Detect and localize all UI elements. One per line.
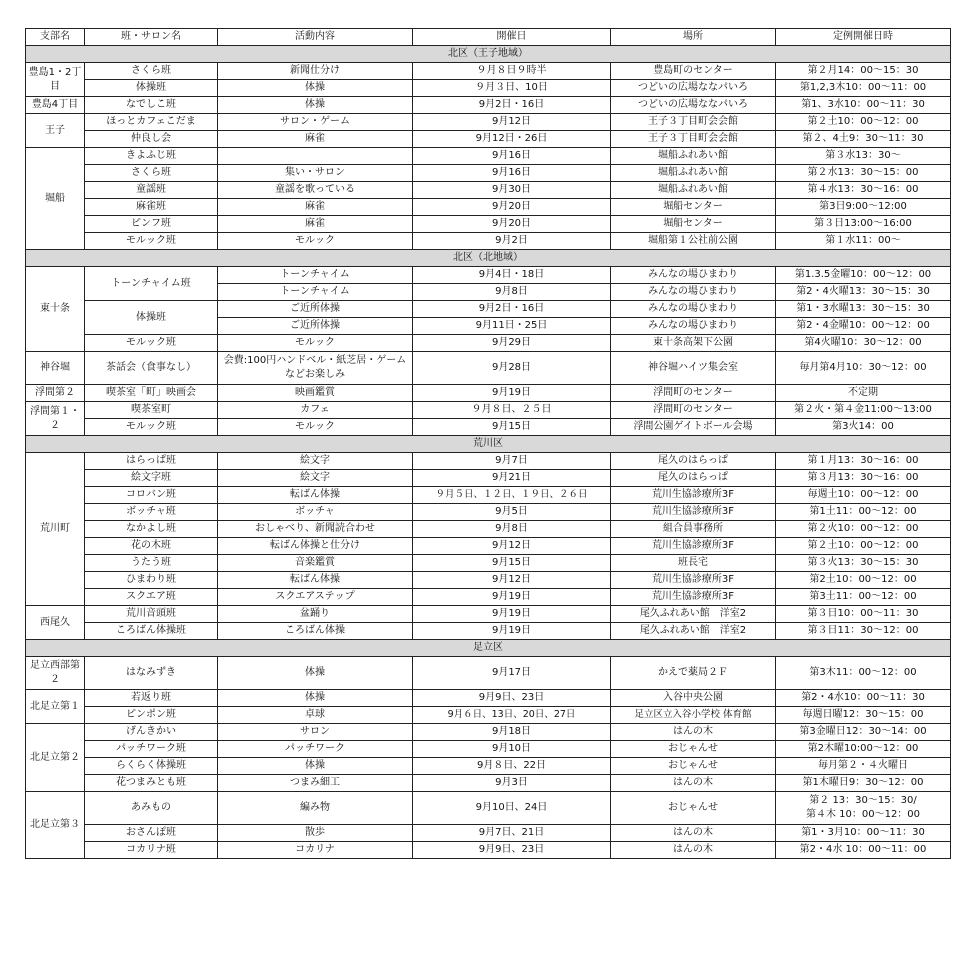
place: おじゃんせ: [611, 792, 776, 825]
branch-cell: 堀船: [26, 148, 85, 250]
place: みんなの場ひまわり: [611, 284, 776, 301]
group-name: さくら班: [85, 63, 218, 80]
group-name: なでしこ班: [85, 97, 218, 114]
branch-cell: 荒川町: [26, 453, 85, 606]
section-row: [26, 436, 951, 453]
activity: 集い・サロン: [218, 165, 413, 182]
date: 9月18日: [413, 724, 611, 741]
regular-time: 毎月第２・４火曜日: [776, 758, 951, 775]
regular-time: 第1、3水10：00～11：30: [776, 97, 951, 114]
date: 9月６日、13日、20日、27日: [413, 707, 611, 724]
regular-time: 第３日13:00～16:00: [776, 216, 951, 233]
table-row: [26, 63, 951, 80]
activity: 転ばん体操と仕分け: [218, 538, 413, 555]
branch-cell: 王子: [26, 114, 85, 148]
date: 9月2日: [413, 233, 611, 250]
date: 9月9日、23日: [413, 842, 611, 859]
date: 9月19日: [413, 623, 611, 640]
place: おじゃんせ: [611, 758, 776, 775]
place: 浮間町のセンター: [611, 402, 776, 419]
regular-time: 第1土11：00～12：00: [776, 504, 951, 521]
table-row: [26, 352, 951, 385]
regular-time: 第３月13：30～16：00: [776, 470, 951, 487]
table-row: [26, 453, 951, 470]
regular-time: 第２土10：00～12：00: [776, 538, 951, 555]
activity: おしゃべり、新聞読合わせ: [218, 521, 413, 538]
place: おじゃんせ: [611, 741, 776, 758]
table-row: [26, 521, 951, 538]
date: 9月16日: [413, 148, 611, 165]
branch-cell: 豊島4丁目: [26, 97, 85, 114]
place: 堀船ふれあい館: [611, 165, 776, 182]
group-name: 喫茶室町: [85, 402, 218, 419]
section-row: [26, 640, 951, 657]
date: 9月10日: [413, 741, 611, 758]
place: 王子３丁目町会会館: [611, 114, 776, 131]
regular-time: 第2・4金曜10：00～12：00: [776, 318, 951, 335]
date: 9月7日: [413, 453, 611, 470]
activity: 絵文字: [218, 470, 413, 487]
place: 足立区立入谷小学校 体育館: [611, 707, 776, 724]
activity: トーンチャイム: [218, 267, 413, 284]
table-row: [26, 267, 951, 284]
group-name: 体操班: [85, 80, 218, 97]
place: 東十条高架下公園: [611, 335, 776, 352]
activity: サロン: [218, 724, 413, 741]
group-name: モルック班: [85, 335, 218, 352]
header-date: 開催日: [413, 29, 611, 46]
date: 9月28日: [413, 352, 611, 385]
place: 荒川生協診療所3F: [611, 572, 776, 589]
place: みんなの場ひまわり: [611, 301, 776, 318]
date: 9月19日: [413, 385, 611, 402]
date: 9月9日、23日: [413, 690, 611, 707]
table-row: [26, 165, 951, 182]
regular-time: 毎週土10：00～12：00: [776, 487, 951, 504]
date: 9月16日: [413, 165, 611, 182]
group-name: モルック班: [85, 233, 218, 250]
place: 荒川生協診療所3F: [611, 504, 776, 521]
table-row: [26, 114, 951, 131]
table-row: [26, 538, 951, 555]
group-name: ピンフ班: [85, 216, 218, 233]
date: 9月21日: [413, 470, 611, 487]
group-name: はなみずき: [85, 657, 218, 690]
regular-time: 第１水11：00～: [776, 233, 951, 250]
table-row: [26, 301, 951, 318]
place: 班長宅: [611, 555, 776, 572]
activity: 麻雀: [218, 216, 413, 233]
place: 堀船ふれあい館: [611, 148, 776, 165]
branch-cell: 豊島1・2丁目: [26, 63, 85, 97]
group-name: きよふじ班: [85, 148, 218, 165]
activity: 麻雀: [218, 131, 413, 148]
regular-time: 毎月第4月10：30～12：00: [776, 352, 951, 385]
section-row: [26, 46, 951, 63]
activity: 体操: [218, 97, 413, 114]
regular-time: 第２月14：00～15：30: [776, 63, 951, 80]
branch-cell: 西尾久: [26, 606, 85, 640]
date: 9月15日: [413, 419, 611, 436]
place: 入谷中央公園: [611, 690, 776, 707]
group-name: なかよし班: [85, 521, 218, 538]
table-row: [26, 402, 951, 419]
branch-cell: 神谷堀: [26, 352, 85, 385]
date: 9月19日: [413, 589, 611, 606]
place: はんの木: [611, 775, 776, 792]
activity: 編み物: [218, 792, 413, 825]
table-row: [26, 606, 951, 623]
table-row: [26, 419, 951, 436]
table-row: [26, 842, 951, 859]
regular-time: [776, 792, 951, 825]
regular-time: 第３日10：00～11：30: [776, 606, 951, 623]
group-name: パッチワーク班: [85, 741, 218, 758]
group-name: らくらく体操班: [85, 758, 218, 775]
group-name: 花の木班: [85, 538, 218, 555]
place: かえで薬局２Ｆ: [611, 657, 776, 690]
activity: カフェ: [218, 402, 413, 419]
group-name: コカリナ班: [85, 842, 218, 859]
place: 堀船第１公社前公園: [611, 233, 776, 250]
regular-time: 第2・4火曜13：30～15：30: [776, 284, 951, 301]
activity: モルック: [218, 419, 413, 436]
header-row: [26, 29, 951, 46]
regular-time-line-1: 第２ 13：30～15：30/: [809, 795, 917, 806]
table-row: [26, 470, 951, 487]
date: 9月15日: [413, 555, 611, 572]
regular-time: 第3土11：00～12：00: [776, 589, 951, 606]
date: 9月12日: [413, 538, 611, 555]
group-name: 麻雀班: [85, 199, 218, 216]
place: はんの木: [611, 842, 776, 859]
date: 9月20日: [413, 216, 611, 233]
regular-time: 第1,2,3木10：00～11：00: [776, 80, 951, 97]
date: 9月12日: [413, 114, 611, 131]
branch-cell: 浮間第２: [26, 385, 85, 402]
regular-time: 第2土10：00～12：00: [776, 572, 951, 589]
activity: ボッチャ: [218, 504, 413, 521]
table-row: [26, 792, 951, 825]
regular-time: 第3火14：00: [776, 419, 951, 436]
group-name: トーンチャイム班: [85, 267, 218, 301]
table-row: [26, 724, 951, 741]
regular-time: 第3日9:00～12:00: [776, 199, 951, 216]
table-row: [26, 216, 951, 233]
table-row: [26, 758, 951, 775]
schedule-table: [25, 28, 951, 859]
activity: コカリナ: [218, 842, 413, 859]
activity: トーンチャイム: [218, 284, 413, 301]
activity: ご近所体操: [218, 318, 413, 335]
activity: 転ばん体操: [218, 572, 413, 589]
regular-time: 第1木曜日9：30～12：00: [776, 775, 951, 792]
table-row: [26, 335, 951, 352]
date: 9月3日: [413, 775, 611, 792]
place: 組合員事務所: [611, 521, 776, 538]
regular-time: 第２火10：00～12：00: [776, 521, 951, 538]
header-regular: 定例開催日時: [776, 29, 951, 46]
place: 堀船センター: [611, 199, 776, 216]
header-activity: 活動内容: [218, 29, 413, 46]
branch-cell: 北足立第２: [26, 724, 85, 792]
date: 9月17日: [413, 657, 611, 690]
branch-cell: 足立西部第２: [26, 657, 85, 690]
place: 神谷堀ハイツ集会室: [611, 352, 776, 385]
place: みんなの場ひまわり: [611, 318, 776, 335]
group-name: ボッチャ班: [85, 504, 218, 521]
date: 9月5日: [413, 504, 611, 521]
section-row: [26, 250, 951, 267]
table-row: [26, 131, 951, 148]
activity: [218, 148, 413, 165]
group-name: 体操班: [85, 301, 218, 335]
activity: モルック: [218, 335, 413, 352]
table-row: [26, 504, 951, 521]
activity: 映画鑑賞: [218, 385, 413, 402]
date: 9月12日・26日: [413, 131, 611, 148]
section-arakawa: 荒川区: [26, 436, 951, 453]
regular-time: 第２土10：00～12：00: [776, 114, 951, 131]
place: 浮間公園ゲイトボール会場: [611, 419, 776, 436]
header-branch: 支部名: [26, 29, 85, 46]
group-name: あみもの: [85, 792, 218, 825]
activity: 体操: [218, 690, 413, 707]
group-name: 童謡班: [85, 182, 218, 199]
section-kita-hoku: 北区（北地域）: [26, 250, 951, 267]
date: ９月５日、１２日、１９日、２６日: [413, 487, 611, 504]
regular-time: 第３水13：30～: [776, 148, 951, 165]
regular-time: 第3木11：00～12：00: [776, 657, 951, 690]
table-row: [26, 775, 951, 792]
table-row: [26, 623, 951, 640]
regular-time: 第４水13：30～16：00: [776, 182, 951, 199]
date: 9月4日・18日: [413, 267, 611, 284]
activity: 体操: [218, 657, 413, 690]
activity: スクエアステップ: [218, 589, 413, 606]
table-row: [26, 148, 951, 165]
group-name: はらっぱ班: [85, 453, 218, 470]
place: 尾久のはらっぱ: [611, 470, 776, 487]
table-row: [26, 487, 951, 504]
date: 9月29日: [413, 335, 611, 352]
activity: 体操: [218, 758, 413, 775]
table-row: [26, 182, 951, 199]
place: 尾久のはらっぱ: [611, 453, 776, 470]
regular-time: 第１月13：30～16：00: [776, 453, 951, 470]
activity: 絵文字: [218, 453, 413, 470]
header-place: 場所: [611, 29, 776, 46]
group-name: ほっとカフェこだま: [85, 114, 218, 131]
section-adachi: 足立区: [26, 640, 951, 657]
branch-cell: 北足立第３: [26, 792, 85, 859]
regular-time: 第2・4水 10：00～11：00: [776, 842, 951, 859]
activity: パッチワーク: [218, 741, 413, 758]
place: 堀船ふれあい館: [611, 182, 776, 199]
regular-time: 第３火13：30～15：30: [776, 555, 951, 572]
date: 9月19日: [413, 606, 611, 623]
group-name: 茶話会（食事なし）: [85, 352, 218, 385]
group-name: うたう班: [85, 555, 218, 572]
group-name: ピンポン班: [85, 707, 218, 724]
place: 堀船センター: [611, 216, 776, 233]
date: 9月20日: [413, 199, 611, 216]
section-kita-oji: 北区（王子地域）: [26, 46, 951, 63]
date: 9月7日、21日: [413, 825, 611, 842]
date: 9月8日: [413, 284, 611, 301]
regular-time: 第２火・第４金11:00～13:00: [776, 402, 951, 419]
table-row: [26, 572, 951, 589]
table-row: [26, 690, 951, 707]
activity: つまみ細工: [218, 775, 413, 792]
group-name: ころばん体操班: [85, 623, 218, 640]
activity: 卓球: [218, 707, 413, 724]
activity: 音楽鑑賞: [218, 555, 413, 572]
group-name: げんきかい: [85, 724, 218, 741]
regular-time: 第1.3.5金曜10：00～12：00: [776, 267, 951, 284]
regular-time: 第4火曜10：30～12：00: [776, 335, 951, 352]
table-row: [26, 707, 951, 724]
activity: モルック: [218, 233, 413, 250]
regular-time: 第３日11：30～12：00: [776, 623, 951, 640]
table-row: [26, 385, 951, 402]
place: 荒川生協診療所3F: [611, 538, 776, 555]
group-name: おさんぽ班: [85, 825, 218, 842]
place: 荒川生協診療所3F: [611, 487, 776, 504]
regular-time: 第1・3月10：00～11：30: [776, 825, 951, 842]
group-name: さくら班: [85, 165, 218, 182]
place: 尾久ふれあい館 洋室2: [611, 606, 776, 623]
group-name: 花つまみとも班: [85, 775, 218, 792]
activity: 盆踊り: [218, 606, 413, 623]
branch-cell: 東十条: [26, 267, 85, 352]
place: つどいの広場ななパいろ: [611, 97, 776, 114]
regular-time: 第2・4水10：00～11：30: [776, 690, 951, 707]
date: 9月2日・16日: [413, 301, 611, 318]
date: ９月８日９時半: [413, 63, 611, 80]
group-name: 喫茶室「町」映画会: [85, 385, 218, 402]
group-name: スクエア班: [85, 589, 218, 606]
group-name: 仲良し会: [85, 131, 218, 148]
regular-time-line-2: 第４木 10：00～12：00: [805, 809, 921, 820]
group-name: 絵文字班: [85, 470, 218, 487]
table-row: [26, 741, 951, 758]
place: 尾久ふれあい館 洋室2: [611, 623, 776, 640]
place: つどいの広場ななパいろ: [611, 80, 776, 97]
regular-time: 第1・3水曜13：30～15：30: [776, 301, 951, 318]
header-group: 班・サロン名: [85, 29, 218, 46]
date: 9月8日: [413, 521, 611, 538]
regular-time: 毎週日曜12：30～15：00: [776, 707, 951, 724]
regular-time: 不定期: [776, 385, 951, 402]
table-row: [26, 825, 951, 842]
date: ９月８日、２５日: [413, 402, 611, 419]
activity: 童謡を歌っている: [218, 182, 413, 199]
date: 9月2日・16日: [413, 97, 611, 114]
place: 王子３丁目町会会館: [611, 131, 776, 148]
activity: 体操: [218, 80, 413, 97]
place: 浮間町のセンター: [611, 385, 776, 402]
activity: 麻雀: [218, 199, 413, 216]
date: 9月８日、22日: [413, 758, 611, 775]
activity: 新聞仕分け: [218, 63, 413, 80]
table-row: [26, 97, 951, 114]
table-row: [26, 589, 951, 606]
date: 9月12日: [413, 572, 611, 589]
activity: 散歩: [218, 825, 413, 842]
regular-time: 第2木曜10:00～12：00: [776, 741, 951, 758]
date: 9月10日、24日: [413, 792, 611, 825]
regular-time: 第２、4土9：30～11：30: [776, 131, 951, 148]
table-row: [26, 80, 951, 97]
place: はんの木: [611, 825, 776, 842]
activity: ころばん体操: [218, 623, 413, 640]
group-name: 荒川音頭班: [85, 606, 218, 623]
table-row: [26, 555, 951, 572]
place: 豊島町のセンター: [611, 63, 776, 80]
regular-time: 第２水13：30～15：00: [776, 165, 951, 182]
place: 荒川生協診療所3F: [611, 589, 776, 606]
group-name: ひまわり班: [85, 572, 218, 589]
regular-time: 第3金曜日12：30～14：00: [776, 724, 951, 741]
table-row: [26, 199, 951, 216]
place: みんなの場ひまわり: [611, 267, 776, 284]
table-row: [26, 657, 951, 690]
activity: ご近所体操: [218, 301, 413, 318]
date: 9月11日・25日: [413, 318, 611, 335]
activity: 会費:100円ハンドベル・紙芝居・ゲームなどお楽しみ: [218, 352, 413, 385]
branch-cell: 北足立第１: [26, 690, 85, 724]
branch-cell: 浮間第１・２: [26, 402, 85, 436]
table-row: [26, 233, 951, 250]
group-name: 若返り班: [85, 690, 218, 707]
activity: サロン・ゲーム: [218, 114, 413, 131]
activity: 転ばん体操: [218, 487, 413, 504]
group-name: コロバン班: [85, 487, 218, 504]
date: ９月３日、10日: [413, 80, 611, 97]
date: 9月30日: [413, 182, 611, 199]
group-name: モルック班: [85, 419, 218, 436]
place: はんの木: [611, 724, 776, 741]
